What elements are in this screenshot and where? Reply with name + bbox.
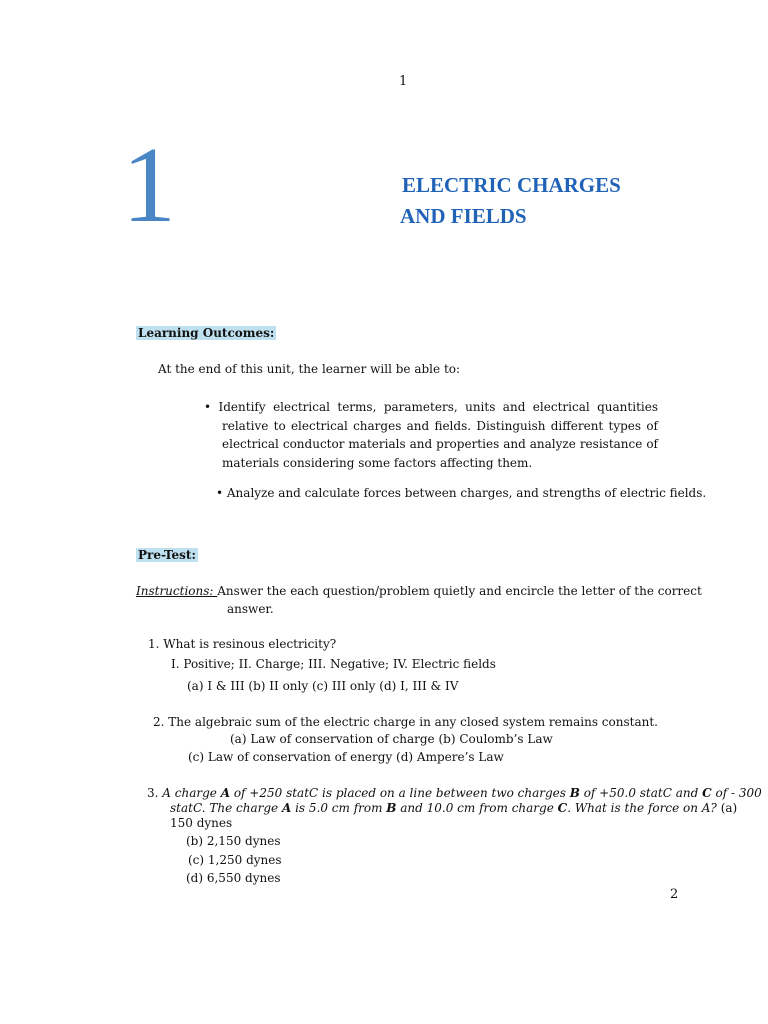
q3-seg6: is 5.0 cm from xyxy=(291,801,387,815)
q3-A2: A xyxy=(281,801,292,815)
q3-seg7: and 10.0 cm from charge xyxy=(396,801,558,815)
q3-choice-a-label: (a) xyxy=(716,801,738,815)
question-1-items: I. Positive; II. Charge; III. Negative; IV. Electric fields xyxy=(171,657,496,671)
question-2: 2. The algebraic sum of the electric charge in any closed system remains constant. xyxy=(153,715,658,729)
question-1-choices: (a) I & III (b) II only (c) III only (d) I, III & IV xyxy=(187,679,459,693)
pretest-instructions-cont: answer. xyxy=(227,602,274,616)
question-3-choice-a: 150 dynes xyxy=(170,816,233,830)
question-1: 1. What is resinous electricity? xyxy=(148,637,337,651)
question-3-choice-c: (c) 1,250 dynes xyxy=(188,853,282,867)
q3-seg5: statC. The charge xyxy=(170,801,282,815)
q3-seg3: of +50.0 statC and xyxy=(579,786,703,800)
instructions-text: Answer the each question/problem quietly and encircle the letter of the correct xyxy=(217,584,702,598)
chapter-title-line2: AND FIELDS xyxy=(400,204,527,228)
instructions-label: Instructions: xyxy=(136,584,218,598)
q3-C1: C xyxy=(702,786,712,800)
pretest-heading xyxy=(136,548,198,562)
q3-seg2: of +250 statC is placed on a line between two charges xyxy=(230,786,570,800)
q3-seg4: of - 300 xyxy=(711,786,762,800)
learning-outcomes-heading xyxy=(136,326,276,340)
q3-B1: B xyxy=(569,786,580,800)
learning-outcome-bullet-1-text: • Identify electrical terms, parameters, units and electrical quantities relative to electrical charges and fields. Distinguish different types of electrical conductor materials and properties and analyze resistance of materials considering some factors affecting them. xyxy=(204,400,658,470)
q3-B2: B xyxy=(386,801,397,815)
chapter-title-line1: ELECTRIC CHARGES xyxy=(402,173,621,197)
q3-seg8: . What is the force on A? xyxy=(567,801,717,815)
question-3-line-1 xyxy=(147,786,762,800)
learning-outcome-bullet-1 xyxy=(204,398,658,472)
question-2-choices-1: (a) Law of conservation of charge (b) Coulomb’s Law xyxy=(230,732,553,746)
q3-seg1: A charge xyxy=(162,786,221,800)
pretest-heading-text: Pre-Test: xyxy=(138,548,196,562)
question-3-choice-d: (d) 6,550 dynes xyxy=(186,871,281,885)
learning-outcomes-intro: At the end of this unit, the learner will be able to: xyxy=(158,362,461,376)
question-3-line-2 xyxy=(170,801,737,815)
question-3-choice-b: (b) 2,150 dynes xyxy=(186,834,281,848)
learning-outcomes-heading-text: Learning Outcomes: xyxy=(138,326,275,340)
q3-A1: A xyxy=(220,786,230,800)
question-2-choices-2: (c) Law of conservation of energy (d) Ampere’s Law xyxy=(188,750,504,764)
q3-C2: C xyxy=(557,801,568,815)
learning-outcome-bullet-2: • Analyze and calculate forces between charges, and strengths of electric fields. xyxy=(216,486,707,500)
page-number-top: 1 xyxy=(399,74,408,89)
q3-num: 3. xyxy=(147,786,163,800)
chapter-number: 1 xyxy=(122,126,176,245)
page-number-bottom: 2 xyxy=(670,887,679,902)
pretest-instructions xyxy=(136,584,702,598)
